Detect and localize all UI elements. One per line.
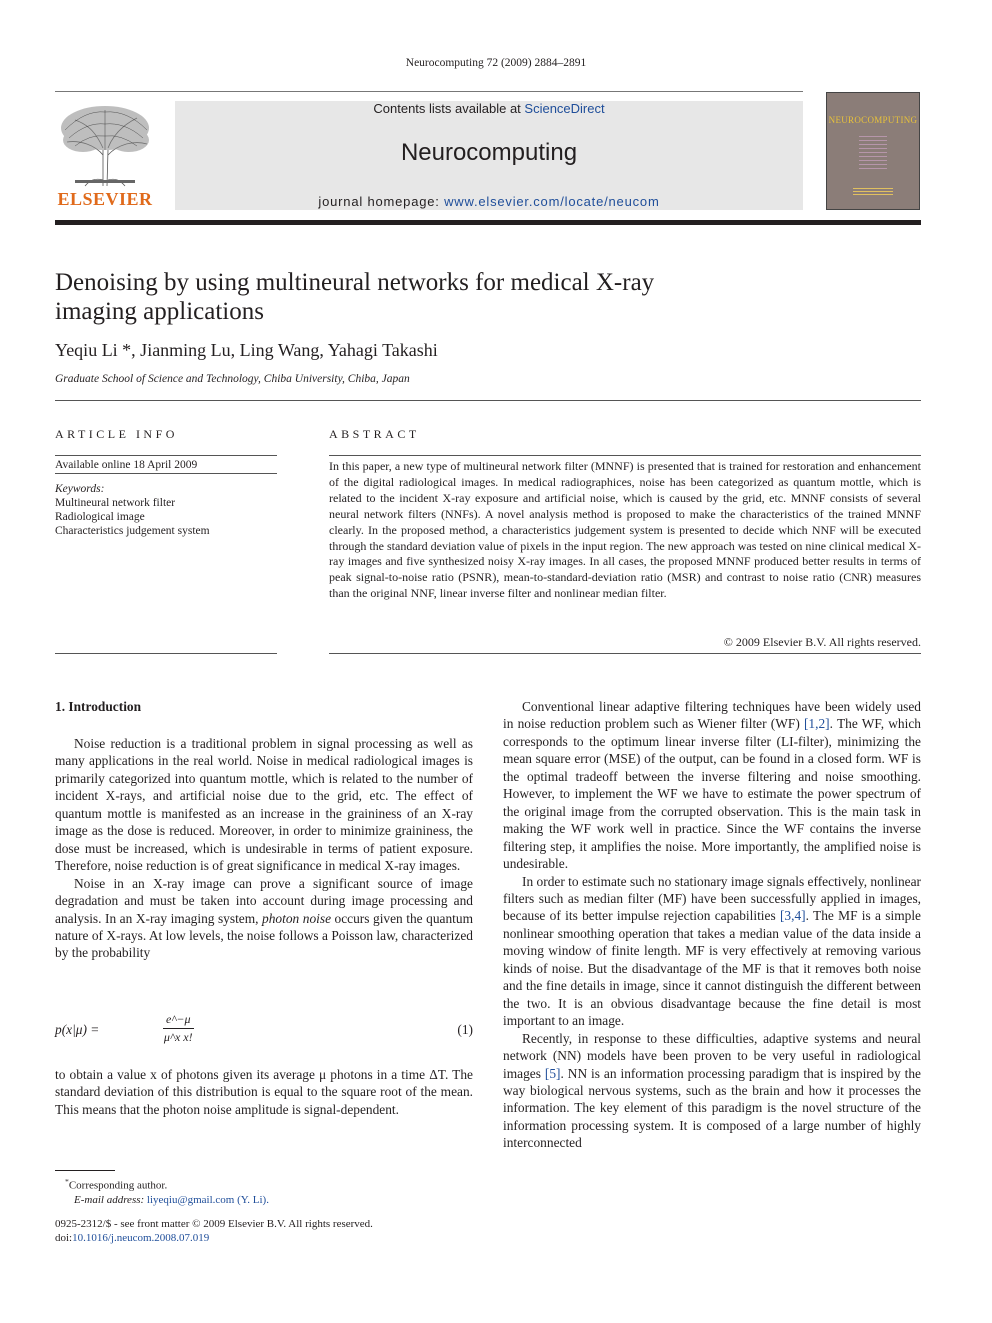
cover-lines — [853, 187, 893, 195]
right-column — [503, 698, 921, 1152]
keywords — [55, 482, 210, 538]
equation-number: (1) — [457, 1022, 473, 1037]
abstract-heading: ABSTRACT — [329, 427, 420, 441]
keyword: Characteristics judgement system — [55, 525, 210, 537]
issn-line: 0925-2312/$ - see front matter © 2009 Elsevier B.V. All rights reserved. — [55, 1218, 373, 1230]
citation-link[interactable]: [3,4] — [779, 908, 806, 924]
cover-title: NEUROCOMPUTING — [828, 115, 918, 125]
paragraph: Noise in an X-ray image can prove a significant source of image degradation and must be taken into account during image processing and analysis. In an X-ray imaging system, photon noise occurs given the quantum nature of X-rays. At low levels, the noise follows a Poisson law, characterized by the probability — [55, 875, 473, 961]
paragraph: In order to estimate such no stationary image signals effectively, nonlinear filters such as median filter (MF) have been successfully applied in images, because of its better impulse rejection capabilities [3,4]. The MF is a simple nonlinear smoothing operation that takes a median value of the data inside a moving window of finite length. MF is very effectively at removing various kinds of noise. But the disadvantage of the MF is that it removes both noise and the fine details in image, since it cannot distinguish the different between the two. It is an obvious disadvantage because the fine detail is most important to an image. — [503, 873, 921, 1029]
keyword: Multineural network filter — [55, 497, 176, 509]
front-matter: 0925-2312/$ - see front matter © 2009 Elsevier B.V. All rights reserved. doi:10.1016/j.neucom.2008.07.019 — [55, 1218, 373, 1244]
paragraph: Noise reduction is a traditional problem in signal processing as well as many applications in the real world. Noise in medical radiological images is primarily categorized into quantum mottle, which is related to the number of incident X-rays, and artificial noise due to the grid, etc. The effect of quantum mottle is manifested as an increase in the graininess of an X-ray image as the dose is reduced. Moreover, in order to minimize graininess, the dose must be increased, which is undesirable in terms of patient exposure. Therefore, noise reduction is of great significance in medical X-ray images. — [55, 736, 473, 874]
paragraph: Recently, in response to these difficulties, adaptive systems and neural network (NN) models have been proven to be very useful in radiological images [5]. NN is an information processing paradigm that is inspired by the way biological nervous systems, such as the brain and how it processes the information. The key element of this paradigm is the novel structure of the information processing system. It is composed of a large number of highly interconnected — [503, 1030, 922, 1151]
section-heading: 1. Introduction — [55, 699, 142, 714]
authors: Yeqiu Li *, Jianming Lu, Ling Wang, Yahagi Takashi — [55, 340, 438, 360]
divider — [55, 400, 921, 401]
sciencedirect-link[interactable]: ScienceDirect — [524, 101, 605, 116]
cover-pattern — [859, 133, 887, 169]
homepage-link[interactable]: www.elsevier.com/locate/neucom — [444, 194, 660, 209]
keywords-label: Keywords: — [55, 483, 105, 495]
abstract-text: In this paper, a new type of multineural network filter (MNNF) is presented that is trained for restoration and enhancement of the digital radiological images. In medical radiographices, noise has been categorized as quantum mottle, which is related to the incident X-ray exposure and artificial noise, which is caused by the grid, etc. MNNF consists of several neural network filters (NNFs). A novel analysis method is proposed to make the characteristics of the trained MNNF clearly. In the proposed method, a characteristics judgement system is presented to decide which NNF will be executed through the standard deviation value of pixels in the input region. The new approach was tested on nine clinical medical X-ray images and five synthesized noisy X-ray images. In all cases, the proposed MNNF produced better results in terms of peak signal-to-noise ratio (PSNR), mean-to-standard-deviation ratio (MSR) and contrast to noise ratio (CNR) measures than the original NNF, linear inverse filter and nonlinear median filter. — [329, 459, 921, 601]
left-column-continued — [55, 1066, 473, 1118]
equation-fraction — [163, 1012, 194, 1045]
paragraph: Conventional linear adaptive filtering techniques have been widely used in noise reduction problem such as Wiener filter (WF) [1,2]. The WF, which corresponds to the optimum linear inverse filter (LI-filter), minimizing the mean square error (MSE) of the output, can be found in a closed form. WF is the optimal tradeoff between the inverse filtering and noise smoothing. However, to implement the WF we have to estimate the power spectrum of the original image from the corrupted observation. This is the main task in making the WF work well in practice. Since the WF contains the inverse filtering step, it amplifies the noise. More importantly, the amplified noise is undesirable. — [503, 699, 921, 872]
elsevier-tree-icon — [55, 100, 155, 188]
paper-title — [55, 268, 755, 326]
divider — [329, 653, 921, 654]
keyword: Radiological image — [55, 511, 145, 523]
equation-denominator: μ^x x! — [163, 1030, 193, 1044]
copyright: © 2009 Elsevier B.V. All rights reserved. — [723, 635, 921, 649]
elsevier-wordmark: ELSEVIER — [57, 189, 153, 209]
homepage-line: journal homepage: www.elsevier.com/locate/neucom — [318, 194, 660, 209]
citation-link[interactable]: [5] — [544, 1065, 561, 1081]
equation-numerator: e^−μ — [163, 1012, 194, 1029]
doi-link[interactable]: 10.1016/j.neucom.2008.07.019 — [72, 1232, 210, 1244]
journal-name: Neurocomputing — [400, 139, 578, 166]
divider — [55, 473, 277, 474]
left-column — [55, 735, 473, 962]
journal-cover[interactable] — [826, 92, 920, 210]
equation-1 — [55, 1012, 473, 1052]
footnote: *Corresponding author. E-mail address: liyeqiu@gmail.com (Y. Li). — [65, 1177, 269, 1206]
email-link[interactable]: liyeqiu@gmail.com — [146, 1193, 235, 1206]
elsevier-logo[interactable] — [55, 100, 155, 210]
divider — [329, 455, 921, 456]
title-line-1: Denoising by using multineural networks for medical X-ray — [55, 269, 655, 296]
citation-link[interactable]: [1,2] — [803, 716, 830, 732]
equation-lhs: p(x|μ) = — [55, 1022, 100, 1037]
header-thick-rule — [55, 220, 921, 225]
divider — [55, 455, 277, 456]
available-online: Available online 18 April 2009 — [55, 459, 198, 471]
article-info-heading: ARTICLE INFO — [55, 427, 178, 441]
header-rule — [55, 91, 803, 92]
contents-line: Contents lists available at ScienceDirect — [373, 101, 605, 116]
divider — [55, 653, 277, 654]
title-line-2: imaging applications — [55, 298, 264, 325]
footnote-rule — [55, 1170, 115, 1171]
affiliation: Graduate School of Science and Technology, Chiba University, Chiba, Japan — [55, 373, 410, 385]
paragraph: to obtain a value x of photons given its average μ photons in a time ΔT. The standard deviation of this distribution is equal to the square root of the mean. This means that the photon noise amplitude is signal-dependent. — [55, 1067, 473, 1117]
journal-reference: Neurocomputing 72 (2009) 2884–2891 — [405, 57, 587, 69]
